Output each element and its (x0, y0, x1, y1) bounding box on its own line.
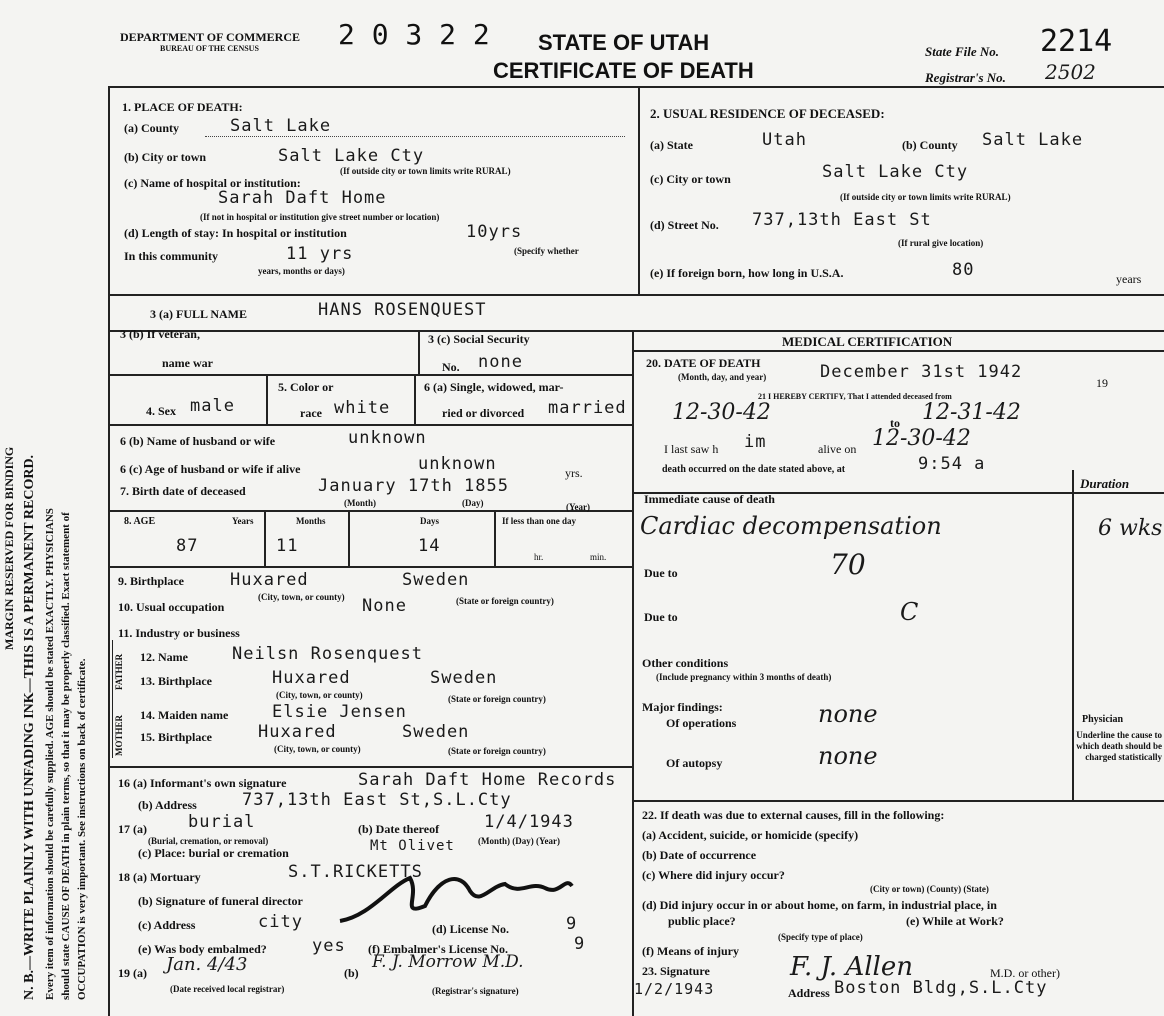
physician-note-title: Physician (1082, 714, 1124, 725)
full-name-value: HANS ROSENQUEST (318, 300, 487, 320)
father-name-value: Neilsn Rosenquest (232, 644, 423, 664)
specify-type-note: (Specify type of place) (778, 932, 863, 942)
signature-date: 1/2/1943 (634, 980, 715, 998)
immediate-label: Immediate cause of death (644, 492, 775, 506)
spouse-age-label: 6 (c) Age of husband or wife if alive (120, 462, 301, 476)
autopsy-label: Of autopsy (666, 756, 723, 770)
birth-date-value: January 17th 1855 (318, 476, 509, 496)
embalmer-value: 9 (574, 934, 586, 954)
public-label: public place? (668, 914, 736, 928)
marital-label: 6 (a) Single, widowed, mar- (424, 380, 564, 394)
license-label: (d) License No. (432, 922, 509, 936)
res-county-label: (b) County (902, 138, 958, 152)
due-to-label-1: Due to (644, 566, 678, 580)
means-label: (f) Means of injury (642, 944, 739, 958)
license-value: 9 (566, 914, 578, 934)
stay-label: (d) Length of stay: In hospital or institution (124, 226, 347, 240)
parents-bracket (112, 640, 113, 758)
color-label: 5. Color or (278, 380, 334, 394)
disposition-date-value: 1/4/1943 (484, 812, 574, 832)
sex-divider (266, 374, 268, 424)
margin-instructions-1: Every item of information should be carefully supplied. AGE should be stated EXACTLY. PHYSICIANS (44, 508, 56, 1000)
stay-hospital-value: 10yrs (466, 222, 523, 242)
month-note: (Month) (344, 498, 376, 508)
home-label: (d) Did injury occur in or about home, on farm, in industrial place, in (642, 898, 997, 912)
res-county-value: Salt Lake (982, 130, 1084, 150)
registrar-sig-note: (Registrar's signature) (432, 986, 519, 996)
medical-heading: MEDICAL CERTIFICATION (782, 334, 953, 349)
state-title: STATE OF UTAH (538, 30, 710, 55)
signature-label: 23. Signature (642, 964, 710, 978)
specify-note-2: years, months or days) (258, 266, 345, 276)
major-findings-label: Major findings: (642, 700, 723, 714)
race-label: race (300, 406, 322, 420)
received-value: Jan. 4/43 (166, 954, 248, 975)
res-foreign-value: 80 (952, 260, 975, 280)
md-label: M.D. or other) (990, 966, 1060, 980)
registrar-signature: F. J. Morrow M.D. (372, 952, 524, 972)
sex-value: male (190, 396, 235, 416)
operations-label: Of operations (666, 716, 737, 730)
bureau-label: BUREAU OF THE CENSUS (160, 44, 259, 53)
autopsy-value: none (818, 742, 878, 770)
mortuary-label: 18 (a) Mortuary (118, 870, 201, 884)
immediate-cause-value: Cardiac decompensation (640, 512, 942, 540)
marital-label-2: ried or divorced (442, 406, 525, 420)
min-label: min. (590, 552, 607, 562)
father-birthplace-city: Huxared (272, 668, 351, 688)
row-parents (108, 766, 632, 768)
father-city-note: (City, town, or county) (276, 690, 363, 700)
stay-community-value: 11 yrs (286, 244, 354, 264)
community-label: In this community (124, 249, 219, 263)
mother-birthplace-label: 15. Birthplace (140, 730, 212, 744)
mother-birthplace-city: Huxared (258, 722, 337, 742)
year-note: (Year) (566, 502, 590, 512)
place-value: Mt Olivet (370, 838, 455, 854)
months-col-label: Months (296, 516, 326, 526)
row-birth (108, 510, 632, 512)
father-side-label: FATHER (114, 653, 124, 690)
birthplace-country: Sweden (402, 570, 470, 590)
section-divider (108, 294, 1164, 296)
res-street-note: (If rural give location) (898, 238, 984, 248)
race-value: white (334, 398, 391, 418)
industry-label: 11. Industry or business (118, 626, 240, 640)
embalmer-label: (f) Embalmer's License No. (368, 942, 508, 956)
father-country-note: (State or foreign country) (448, 694, 546, 704)
res-state-label: (a) State (650, 138, 693, 152)
informant-label: 16 (a) Informant's own signature (118, 776, 287, 790)
age-div-1 (264, 510, 266, 566)
physician-note: Underline the cause to which death should be charged statistically (1076, 730, 1162, 762)
father-birthplace-label: 13. Birthplace (140, 674, 212, 688)
state-file-number: 2214 (1040, 24, 1113, 59)
res-city-note: (If outside city or town limits write RURAL) (840, 192, 1011, 202)
last-saw-label: I last saw h (664, 442, 719, 456)
ss-no-value: none (478, 352, 523, 372)
due-to-label-2: Due to (644, 610, 678, 624)
last-saw-value: im (744, 432, 767, 452)
certify-label: 21 I HEREBY CERTIFY, That I attended deceased from (758, 392, 952, 401)
dotted-line (205, 136, 625, 137)
ss-no-label: No. (442, 360, 460, 374)
less-label: If less than one day (502, 516, 577, 526)
received-label: 19 (a) (118, 966, 147, 980)
mortuary-value: S.T.RICKETTS (288, 862, 423, 882)
race-divider (414, 374, 416, 424)
yrs-label: yrs. (565, 466, 583, 480)
where-note: (City or town) (County) (State) (870, 884, 989, 894)
age-label: 8. AGE (124, 516, 156, 527)
funeral-director-signature (330, 866, 580, 936)
informant-address-value: 737,13th East St,S.L.Cty (242, 790, 512, 810)
received-note: (Date received local registrar) (170, 984, 285, 994)
date-year-suffix: 19 (1096, 376, 1108, 390)
physician-address-value: Boston Bldg,S.L.Cty (834, 978, 1048, 998)
disposition-note: (Burial, cremation, or removal) (148, 836, 269, 846)
other-conditions-label: Other conditions (642, 656, 729, 670)
stamp-number: 2 0 3 2 2 (338, 18, 490, 51)
age-div-3 (494, 510, 496, 566)
alive-on-label: alive on (818, 442, 857, 456)
city-value: Salt Lake Cty (278, 146, 425, 166)
due-to-value-1: 70 (830, 548, 866, 581)
ss-label: 3 (c) Social Security (428, 332, 530, 346)
hr-label: hr. (534, 552, 544, 562)
state-file-label: State File No. (925, 44, 1000, 59)
mort-address-label: (c) Address (138, 918, 196, 932)
age-div-2 (348, 510, 350, 566)
place-label: (c) Place: burial or cremation (138, 846, 289, 860)
mother-side-label: MOTHER (114, 714, 124, 756)
city-note: (If outside city or town limits write RURAL) (340, 166, 511, 176)
hospital-note: (If not in hospital or institution give street number or location) (200, 212, 440, 222)
department-label: DEPARTMENT OF COMMERCE (120, 30, 301, 44)
birthplace-city-note: (City, town, or county) (258, 592, 345, 602)
physician-address-label: Address (788, 986, 830, 1000)
occurred-label: death occurred on the date stated above, at (662, 464, 846, 475)
spouse-value: unknown (348, 428, 427, 448)
informant-value: Sarah Daft Home Records (358, 770, 617, 790)
director-label: (b) Signature of funeral director (138, 894, 303, 908)
mother-maiden-label: 14. Maiden name (140, 708, 229, 722)
occupation-label: 10. Usual occupation (118, 600, 225, 614)
row-sex (108, 424, 632, 426)
age-years-value: 87 (176, 536, 199, 556)
attended-to: 12-31-42 (922, 400, 1021, 425)
hospital-value: Sarah Daft Home (218, 188, 387, 208)
attended-from: 12-30-42 (672, 400, 771, 425)
birthplace-country-note: (State or foreign country) (456, 596, 554, 606)
birthplace-city: Huxared (230, 570, 309, 590)
registrar-label: Registrar's No. (925, 70, 1006, 85)
mother-country-note: (State or foreign country) (448, 746, 546, 756)
mother-city-note: (City, town, or county) (274, 744, 361, 754)
medical-heading-line (632, 350, 1164, 352)
disposition-label: 17 (a) (118, 822, 147, 836)
res-city-label: (c) City or town (650, 172, 731, 186)
occurrence-label: (b) Date of occurrence (642, 848, 757, 862)
row-age (108, 566, 632, 568)
years-col-label: Years (232, 516, 254, 526)
physician-signature: F. J. Allen (790, 952, 913, 982)
alive-on-value: 12-30-42 (872, 426, 971, 451)
veteran-label: 3 (b) If veteran, (120, 327, 200, 341)
date-of-death-note: (Month, day, and year) (678, 372, 767, 382)
hospital-label: (c) Name of hospital or institution: (124, 176, 301, 190)
res-street-label: (d) Street No. (650, 218, 719, 232)
city-label: (b) City or town (124, 150, 207, 164)
attended-to-label: to (890, 416, 900, 430)
where-label: (c) Where did injury occur? (642, 868, 785, 882)
margin-instructions-3: OCCUPATION is very important. See instructions on back of certificate. (76, 658, 88, 1000)
county-label: (a) County (124, 121, 180, 135)
disposition-date-label: (b) Date thereof (358, 822, 440, 836)
father-name-label: 12. Name (140, 650, 188, 664)
mort-address-value: city (258, 912, 303, 932)
margin-instructions-2: should state CAUSE OF DEATH in plain terms, so that it may be properly classified. Exact statement of (60, 512, 72, 1000)
marital-value: married (548, 398, 627, 418)
birthplace-label: 9. Birthplace (118, 574, 184, 588)
spouse-age-value: unknown (418, 454, 497, 474)
full-name-label: 3 (a) FULL NAME (150, 307, 247, 321)
medical-top (632, 330, 1164, 332)
occupation-value: None (362, 596, 407, 616)
work-label: (e) While at Work? (906, 914, 1004, 928)
row-veteran (108, 374, 632, 376)
accident-label: (a) Accident, suicide, or homicide (specify) (642, 828, 859, 842)
res-years-label: years (1116, 272, 1142, 286)
registrar-number: 2502 (1045, 60, 1096, 84)
margin-binding: MARGIN RESERVED FOR BINDING (2, 446, 16, 650)
age-months-value: 11 (276, 536, 299, 556)
birth-date-label: 7. Birth date of deceased (120, 484, 246, 498)
days-col-label: Days (420, 516, 440, 526)
duration-label: Duration (1080, 476, 1130, 491)
embalmed-label: (e) Was body embalmed? (138, 942, 267, 956)
mother-maiden-value: Elsie Jensen (272, 702, 407, 722)
disposition-value: burial (188, 812, 256, 832)
other-conditions-note: (Include pregnancy within 3 months of death) (656, 672, 832, 682)
res-street-value: 737,13th East St (752, 210, 932, 230)
residence-heading: 2. USUAL RESIDENCE OF DECEASED: (650, 106, 885, 121)
frame-left (108, 86, 110, 1016)
specify-note: (Specify whether (514, 246, 579, 256)
father-birthplace-country: Sweden (430, 668, 498, 688)
place-of-death-heading: 1. PLACE OF DEATH: (122, 100, 243, 114)
date-of-death-value: December 31st 1942 (820, 362, 1023, 382)
immediate-duration-value: 6 wks (1098, 516, 1163, 541)
mother-birthplace-country: Sweden (402, 722, 470, 742)
certificate-title: CERTIFICATE OF DEATH (493, 58, 754, 83)
res-city-value: Salt Lake Cty (822, 162, 969, 182)
day-note: (Day) (462, 498, 484, 508)
frame-top (108, 86, 1164, 88)
county-value: Salt Lake (230, 116, 332, 136)
res-state-value: Utah (762, 130, 807, 150)
external-label: 22. If death was due to external causes, fill in the following: (642, 808, 945, 822)
row-external (632, 800, 1164, 802)
date-of-death-label: 20. DATE OF DEATH (646, 356, 761, 370)
sex-label: 4. Sex (146, 404, 176, 418)
spouse-label: 6 (b) Name of husband or wife (120, 434, 276, 448)
col-divider-main (632, 330, 634, 1016)
time-value: 9:54 a (918, 454, 986, 474)
embalmed-value: yes (312, 936, 346, 956)
due-to-value-2: C (900, 598, 919, 626)
informant-address-label: (b) Address (138, 798, 197, 812)
ss-divider (418, 330, 420, 374)
registrar-sig-label: (b) (344, 966, 359, 980)
col-divider-top (638, 88, 640, 294)
res-foreign-label: (e) If foreign born, how long in U.S.A. (650, 266, 844, 280)
age-days-value: 14 (418, 536, 441, 556)
operations-value: none (818, 700, 878, 728)
disposition-date-note: (Month) (Day) (Year) (478, 836, 560, 846)
name-war-label: name war (162, 356, 213, 370)
